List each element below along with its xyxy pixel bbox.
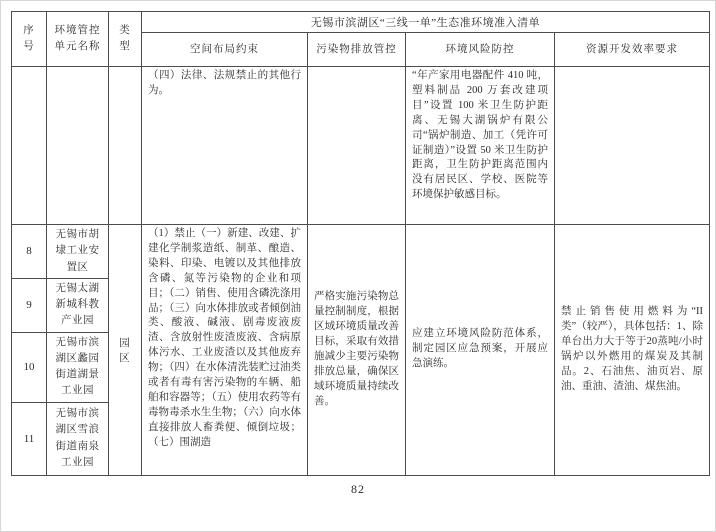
col-header-unit-name: 环境管控单元名称 <box>47 12 109 67</box>
continuation-name-cell <box>47 67 109 225</box>
col-header-risk: 环境风险防控 <box>406 33 555 67</box>
row-index: 11 <box>12 402 47 475</box>
unit-name: 无锡市滨湖区蠡园街道湖景工业园 <box>47 332 109 402</box>
col-header-type: 类型 <box>109 12 142 67</box>
group-resource-cell: 禁止销售使用燃料为“II类”（较严），具体包括：1、除单台出力大于等于20蒸吨/小时锅炉以外燃用的煤炭及其制品。2、石油焦、油页岩、原油、重油、渣油、煤焦油。 <box>555 225 710 476</box>
col-header-index: 序号 <box>12 12 47 67</box>
continuation-risk-cell: “年产家用电器配件 410 吨，塑料制品 200 万套改建项目”设置 100 米卫生防护距离、无锡大湖锅炉有限公司“锅炉制造、加工（凭许可证制造）”设置 50 米卫生防护距离，卫生防护距离范围内没有居民区、学校、医院等环境保护敏感目标。 <box>406 67 555 225</box>
group-type-cell: 园区 <box>109 225 142 476</box>
row-index: 9 <box>12 278 47 332</box>
table-row <box>12 225 710 279</box>
continuation-index-cell <box>12 67 47 225</box>
table-row-continuation <box>12 67 710 225</box>
header-row-title <box>12 12 710 33</box>
col-header-resource: 资源开发效率要求 <box>555 33 710 67</box>
table-title: 无锡市滨湖区“三线一单”生态准环境准入清单 <box>142 12 710 33</box>
page-number: 82 <box>351 482 365 496</box>
unit-name: 无锡市胡埭工业安置区 <box>47 225 109 279</box>
col-header-spatial: 空间布局约束 <box>142 33 308 67</box>
unit-name: 无锡太湖新城科教产业园 <box>47 278 109 332</box>
admission-list-table <box>11 11 710 476</box>
row-index: 10 <box>12 332 47 402</box>
group-pollutant-cell: 严格实施污染物总量控制制度，根据区域环境质量改善目标，采取有效措施减少主要污染物排放总量，确保区域环境质量持续改善。 <box>308 225 406 476</box>
group-spatial-cell: （1）禁止（一）新建、改建、扩建化学制浆造纸、制革、酿造、染料、印染、电镀以及其他排放含磷、氮等污染物的企业和项目；（二）销售、使用含磷洗涤用品；（三）向水体排放或者倾倒油类、酸液、碱液、剧毒废液废渣、含放射性废渣废液、含病原体污水、工业废渣以及其他废弃物；（四）在水体清洗装贮过油类或者有毒有害污染物的车辆、船舶和容器等；（五）使用农药等有毒物毒杀水生生物；（六）向水体直接排放人畜粪便、倾倒垃圾；（七）围湖造 <box>142 225 308 476</box>
continuation-resource-cell <box>555 67 710 225</box>
continuation-spatial-cell: （四）法律、法规禁止的其他行为。 <box>142 67 308 225</box>
continuation-type-cell <box>109 67 142 225</box>
col-header-pollutant: 污染物排放管控 <box>308 33 406 67</box>
row-index: 8 <box>12 225 47 279</box>
unit-name: 无锡市滨湖区雪浪街道南泉工业园 <box>47 402 109 475</box>
continuation-pollutant-cell <box>308 67 406 225</box>
group-risk-cell: 应建立环境风险防范体系，制定园区应急预案，开展应急演练。 <box>406 225 555 476</box>
